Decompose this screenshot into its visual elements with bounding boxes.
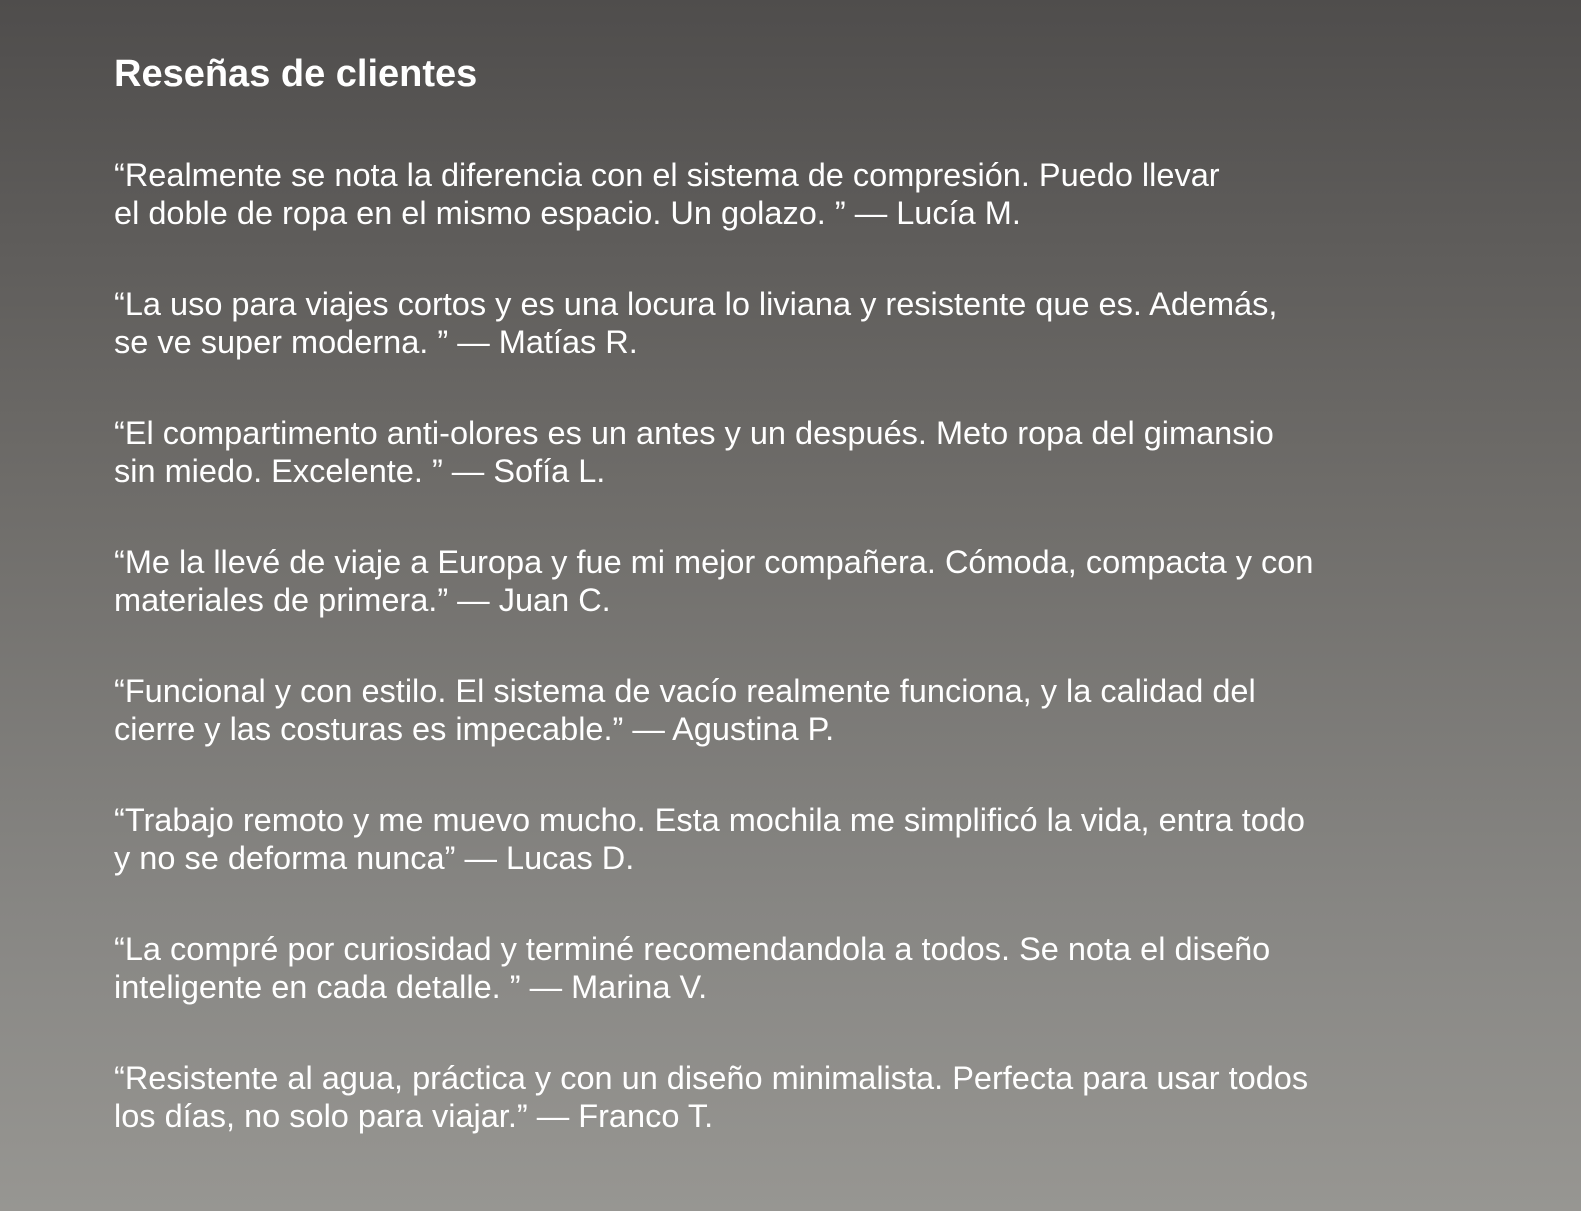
review-item [114, 1059, 1464, 1135]
review-text-line: el doble de ropa en el mismo espacio. Un golazo. ” — Lucía M. [114, 195, 1021, 231]
review-text-line: cierre y las costuras es impecable.” — Agustina P. [114, 711, 835, 747]
review-item [114, 285, 1464, 361]
review-text-line: “El compartimento anti-olores es un antes y un después. Meto ropa del gimansio [114, 415, 1274, 451]
review-item [114, 801, 1464, 877]
review-item [114, 156, 1464, 232]
review-text-line: inteligente en cada detalle. ” — Marina V. [114, 969, 708, 1005]
review-text-line: “La uso para viajes cortos y es una locura lo liviana y resistente que es. Además, [114, 286, 1278, 322]
review-text-line: sin miedo. Excelente. ” — Sofía L. [114, 453, 606, 489]
review-item [114, 672, 1464, 748]
review-text-line: los días, no solo para viajar.” — Franco T. [114, 1098, 714, 1134]
review-text-line: “Trabajo remoto y me muevo mucho. Esta mochila me simplificó la vida, entra todo [114, 802, 1305, 838]
review-text-line: y no se deforma nunca” — Lucas D. [114, 840, 635, 876]
review-text-line: “Realmente se nota la diferencia con el sistema de compresión. Puedo llevar [114, 157, 1220, 193]
review-item [114, 930, 1464, 1006]
review-text-line: se ve super moderna. ” — Matías R. [114, 324, 638, 360]
review-item [114, 543, 1464, 619]
review-text-line: “Funcional y con estilo. El sistema de vacío realmente funciona, y la calidad del [114, 673, 1256, 709]
review-text-line: “Me la llevé de viaje a Europa y fue mi mejor compañera. Cómoda, compacta y con [114, 544, 1314, 580]
review-text-line: “Resistente al agua, práctica y con un diseño minimalista. Perfecta para usar todos [114, 1060, 1309, 1096]
section-title: Reseñas de clientes [114, 53, 478, 95]
review-text-line: materiales de primera.” — Juan C. [114, 582, 611, 618]
reviews-list [114, 156, 1464, 1135]
review-text-line: “La compré por curiosidad y terminé recomendandola a todos. Se nota el diseño [114, 931, 1271, 967]
review-item [114, 414, 1464, 490]
